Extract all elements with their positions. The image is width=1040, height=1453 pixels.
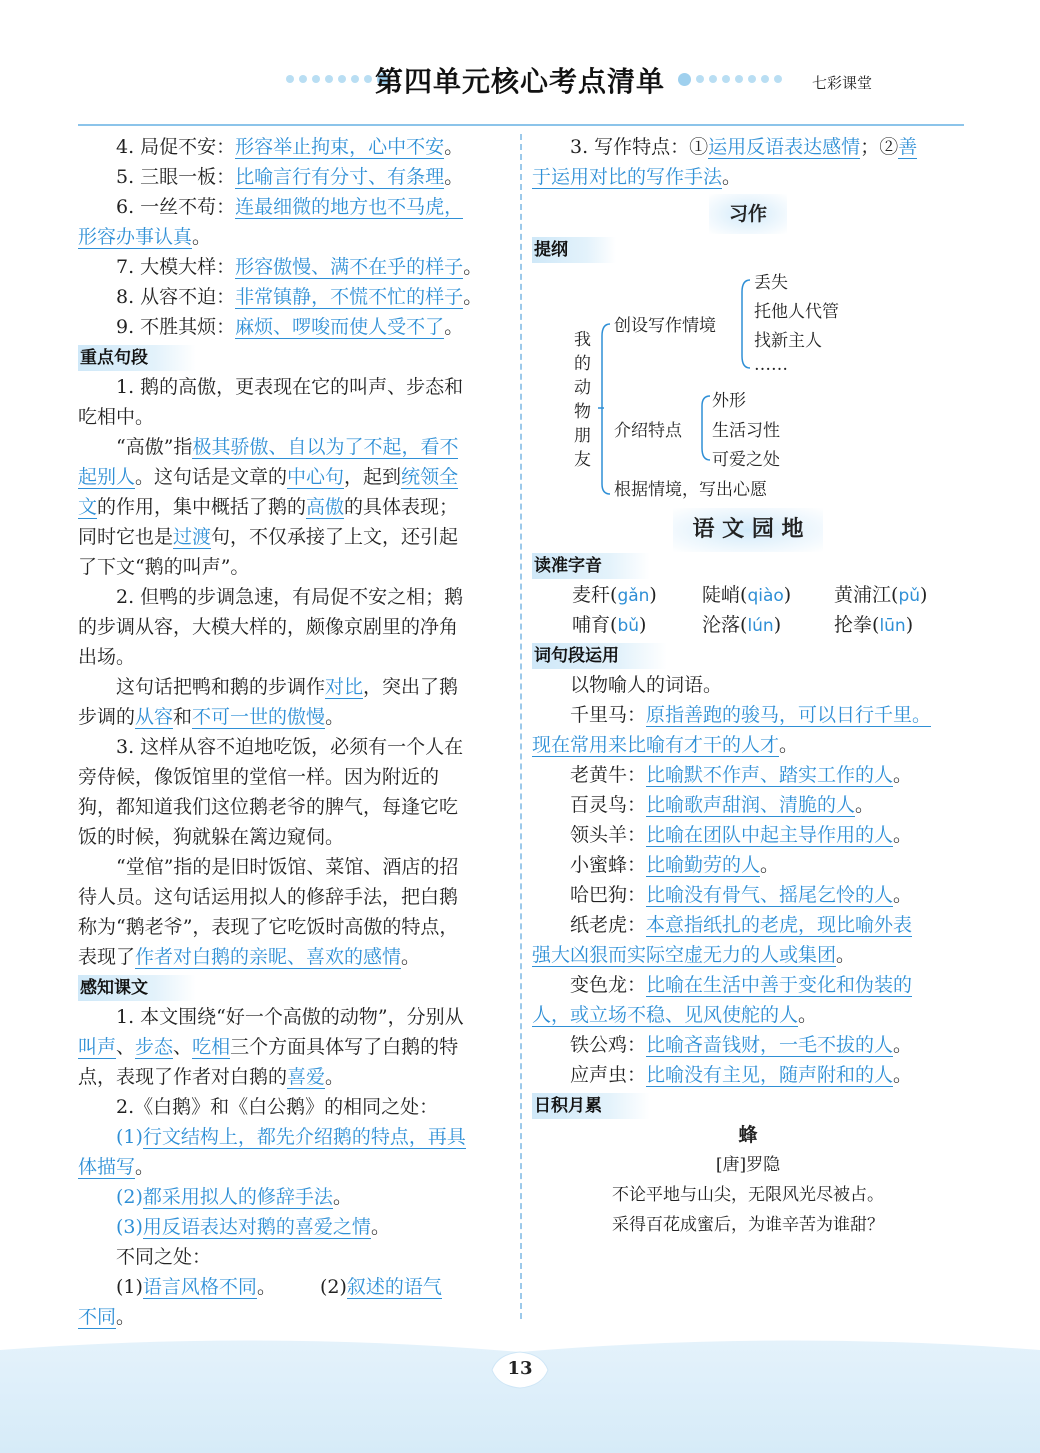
metaphor-item: 老黄牛：比喻默不作声、踏实工作的人。 xyxy=(570,764,913,786)
poem-line: 不论平地与山尖，无限风光尽被占。 xyxy=(612,1185,884,1205)
metaphor-item: 变色龙：比喻在生活中善于变化和伪装的 xyxy=(570,974,913,996)
vocab-item: 9. 不胜其烦：麻烦、啰唆而使人受不了。 xyxy=(116,316,464,338)
perceive-text: 不同之处： xyxy=(116,1246,212,1268)
answer-text: “堂倌”指的是旧时饭馆、菜馆、酒店的招 xyxy=(116,856,459,878)
metaphor-item: 小蜜蜂：比喻勤劳的人。 xyxy=(570,854,780,876)
answer-text: 称为“鹅老爷”，表现了它吃饭时高傲的特点， xyxy=(78,916,459,938)
writing-feature: 3. 写作特点：①运用反语表达感情；②善 xyxy=(570,136,918,158)
answer-text: 起别人。这句话是文章的中心句，起到统领全 xyxy=(78,466,459,488)
perceive-text: 1. 本文围绕“好一个高傲的动物”，分别从 xyxy=(116,1006,464,1028)
sentence-text: 饭的时候，狗就躲在篱边窥伺。 xyxy=(78,826,345,848)
metaphor-item: 纸老虎：本意指纸扎的老虎，现比喻外表 xyxy=(570,914,913,936)
perceive-text: (2)都采用拟人的修辞手法。 xyxy=(116,1186,352,1208)
poem-author: [唐]罗隐 xyxy=(715,1155,781,1175)
metaphor-item: 强大凶狠而实际空虚无力的人或集团。 xyxy=(532,944,856,966)
metaphor-item: 领头羊：比喻在团队中起主导作用的人。 xyxy=(570,824,913,846)
outline-diagram xyxy=(532,268,964,508)
metaphor-item: 应声虫：比喻没有主见，随声附和的人。 xyxy=(570,1064,913,1086)
outline-leaf: 托他人代管 xyxy=(754,302,839,322)
sentence-text: 3. 这样从容不迫地吃饭，必须有一个人在 xyxy=(116,736,464,758)
sentence-text: 1. 鹅的高傲，更表现在它的叫声、步态和 xyxy=(116,376,464,398)
outline-leaf: 外形 xyxy=(712,391,746,411)
decorative-dots-right xyxy=(678,72,782,86)
right-column xyxy=(532,132,964,1240)
sentence-text: 吃相中。 xyxy=(78,406,155,428)
composition-title: 习作 xyxy=(532,194,964,230)
page-header xyxy=(0,0,1040,130)
perceive-text: 2.《白鹅》和《白公鹅》的相同之处： xyxy=(116,1096,439,1118)
answer-text: 表现了作者对白鹅的亲昵、喜欢的感情。 xyxy=(78,946,421,968)
left-column xyxy=(78,132,510,1332)
perceive-text: (3)用反语表达对鹅的喜爱之情。 xyxy=(116,1216,390,1238)
vocab-item: 6. 一丝不苟：连最细微的地方也不马虎， xyxy=(116,196,464,218)
brand-label: 七彩课堂 xyxy=(812,74,873,92)
perceive-text: 叫声、步态、吃相三个方面具体写了白鹅的特 xyxy=(78,1036,459,1058)
section-heading-pronounce: 读准字音 xyxy=(532,553,650,579)
perceive-text: 体描写。 xyxy=(78,1156,155,1178)
poem-line: 采得百花成蜜后，为谁辛苦为谁甜？ xyxy=(612,1215,884,1235)
sentence-text: 狗，都知道我们这位鹅老爷的脾气，每逢它吃 xyxy=(78,796,459,818)
metaphor-item: 百灵鸟：比喻歌声甜润、清脆的人。 xyxy=(570,794,875,816)
header-rule xyxy=(78,124,964,126)
outline-leaf: 丢失 xyxy=(754,273,788,293)
page-title: 第四单元核心考点清单 xyxy=(374,65,665,98)
vocab-item: 5. 三眼一板：比喻言行有分寸、有条理。 xyxy=(116,166,464,188)
outline-leaf: 可爱之处 xyxy=(712,450,780,470)
outline-branch: 介绍特点 xyxy=(614,421,682,441)
page-footer xyxy=(0,1330,1040,1453)
words-intro: 以物喻人的词语。 xyxy=(570,674,723,696)
answer-text: 文的作用，集中概括了鹅的高傲的具体表现； xyxy=(78,496,459,518)
metaphor-item: 现在常用来比喻有才干的人才。 xyxy=(532,734,799,756)
sentence-text: 2. 但鸭的步调急速，有局促不安之相；鹅 xyxy=(116,586,464,608)
answer-text: 待人员。这句话运用拟人的修辞手法，把白鹅 xyxy=(78,886,459,908)
outline-leaf: 生活习性 xyxy=(712,421,780,441)
footer-wave xyxy=(0,1330,1040,1453)
pronounce-row: 麦秆(gǎn) 陡峭(qiào) 黄浦江(pǔ) xyxy=(572,584,928,606)
garden-title: 语 文 园 地 xyxy=(532,508,964,548)
metaphor-item: 哈巴狗：比喻没有骨气、摇尾乞怜的人。 xyxy=(570,884,913,906)
answer-text: 步调的从容和不可一世的傲慢。 xyxy=(78,706,345,728)
answer-text: 了下文“鹅的叫声”。 xyxy=(78,556,250,578)
answer-text: 同时它也是过渡句，不仅承接了上文，还引起 xyxy=(78,526,459,548)
perceive-text: 点，表现了作者对白鹅的喜爱。 xyxy=(78,1066,345,1088)
writing-feature: 于运用对比的写作手法。 xyxy=(532,166,742,188)
section-heading-words: 词句段运用 xyxy=(532,643,667,669)
answer-text: 这句话把鸭和鹅的步调作对比，突出了鹅 xyxy=(116,676,459,698)
section-heading-key-sentences: 重点句段 xyxy=(78,345,196,371)
metaphor-item: 铁公鸡：比喻吝啬钱财，一毛不拔的人。 xyxy=(570,1034,913,1056)
perceive-text: (1)语言风格不同。 (2)叙述的语气 xyxy=(116,1276,442,1298)
section-heading-daily: 日积月累 xyxy=(532,1093,650,1119)
outline-root: 我 的 动 物 朋 友 xyxy=(574,330,591,470)
poem-title: 蜂 xyxy=(738,1124,758,1146)
section-heading-perceive: 感知课文 xyxy=(78,975,196,1001)
outline-branch: 根据情境，写出心愿 xyxy=(614,480,767,500)
perceive-text: 不同。 xyxy=(78,1306,136,1328)
outline-branch: 创设写作情境 xyxy=(614,316,716,336)
vocab-item: 8. 从容不迫：非常镇静，不慌不忙的样子。 xyxy=(116,286,483,308)
column-divider xyxy=(520,134,522,1319)
outline-leaf: 找新主人 xyxy=(754,331,822,351)
vocab-item: 4. 局促不安：形容举止拘束，心中不安。 xyxy=(116,136,464,158)
vocab-item-cont: 形容办事认真。 xyxy=(78,226,212,248)
page-number: 13 xyxy=(507,1358,533,1379)
sentence-text: 的步调从容，大模大样的，颇像京剧里的净角 xyxy=(78,616,459,638)
answer-text: “高傲”指极其骄傲、自以为了不起，看不 xyxy=(116,436,459,458)
metaphor-item: 人，或立场不稳、见风使舵的人。 xyxy=(532,1004,818,1026)
outline-leaf: …… xyxy=(754,355,788,375)
pronounce-row: 哺育(bǔ) 沦落(lún) 抡拳(lūn) xyxy=(572,614,914,636)
metaphor-item: 千里马：原指善跑的骏马，可以日行千里。 xyxy=(570,704,932,726)
perceive-text: (1)行文结构上，都先介绍鹅的特点，再具 xyxy=(116,1126,466,1148)
sentence-text: 出场。 xyxy=(78,646,136,668)
vocab-item: 7. 大模大样：形容傲慢、满不在乎的样子。 xyxy=(116,256,483,278)
section-heading-outline: 提纲 xyxy=(532,237,616,263)
sentence-text: 旁侍候，像饭馆里的堂倌一样。因为附近的 xyxy=(78,766,440,788)
